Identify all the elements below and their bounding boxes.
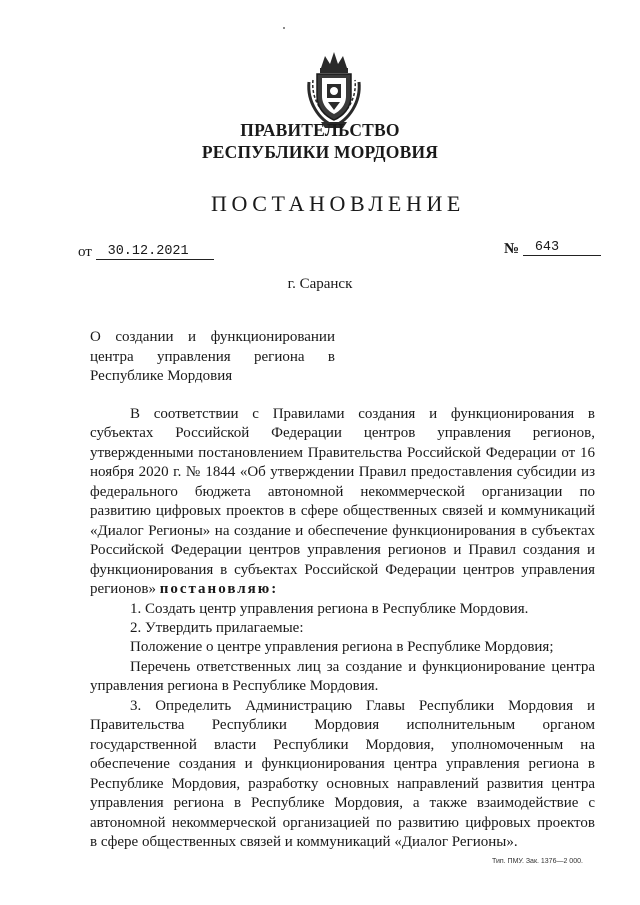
item-3-line: 3. Определить Администрацию Главы Республики Мордовия и: [130, 697, 595, 714]
body-line: федерального бюджета автономной некоммерческой организации по: [90, 483, 595, 500]
scan-speck: [283, 27, 285, 29]
date-prefix: от: [78, 244, 92, 260]
print-note: Тип. ПМУ. Зак. 1376—2 000.: [492, 858, 583, 865]
coat-of-arms-icon: [301, 46, 367, 130]
body-line: Российской Федерации центров управления регионов и Правил создания и: [90, 542, 595, 559]
document-body: [90, 405, 595, 852]
item-2-list-line1: Перечень ответственных лиц за создание и функционирование центра: [130, 658, 595, 675]
item-3-line: обеспечение создания и функционирования центра управления региона в: [90, 756, 595, 773]
subject-line: центра управления региона в: [90, 348, 335, 365]
document-number: 643: [523, 240, 601, 256]
item-3-line: Правительства Республики Мордовия исполнительным органом: [90, 717, 595, 734]
decree-line-prefix: регионов»: [90, 581, 156, 598]
number-row: [504, 241, 601, 259]
document-type: ПОСТАНОВЛЕНИЕ: [211, 191, 465, 216]
document-subject: [90, 328, 335, 387]
item-1: 1. Создать центр управления региона в Республике Мордовия.: [130, 600, 529, 617]
city: г. Саранск: [287, 276, 353, 292]
decree-line: [90, 580, 595, 599]
item-3-line: управления региона в Республике Мордовия, а также взаимодействие с: [90, 795, 595, 812]
item-2-regulation: Положение о центре управления региона в Республике Мордовия;: [130, 639, 554, 656]
government-title-line1: ПРАВИТЕЛЬСТВО: [240, 120, 400, 140]
item-3-line: автономной некоммерческой организацией по развитию цифровых проектов: [90, 814, 595, 831]
body-line: В соответствии с Правилами создания и функционирования в: [130, 406, 595, 422]
body-line: развитию цифровых проектов в сфере общественных связей и коммуникаций: [90, 503, 595, 520]
document-date: 30.12.2021: [96, 244, 214, 260]
number-sign: №: [504, 241, 520, 257]
subject-line: О создании и функционировании: [90, 329, 335, 345]
item-3-line: Республике Мордовия, разработку основных направлений развития центра: [90, 775, 595, 792]
item-2: 2. Утвердить прилагаемые:: [130, 619, 304, 636]
item-3-line: государственной власти Республики Мордовия, уполномоченным на: [90, 736, 595, 753]
decree-word: постановляю:: [159, 581, 279, 598]
body-line: функционирования в субъектах Российской Федерации центров управления: [90, 561, 595, 578]
body-line: утвержденными постановлением Правительства Российской Федерации от 16: [90, 444, 595, 461]
government-title-line2: РЕСПУБЛИКИ МОРДОВИЯ: [201, 142, 439, 162]
item-3-line: в сфере общественных связей и коммуникаций «Диалог Регионы».: [90, 833, 518, 850]
item-2-list-line2: управления региона в Республике Мордовия.: [90, 678, 379, 695]
body-line: субъектах Российской Федерации центров управления регионов,: [90, 425, 595, 442]
body-line: «Диалог Регионы» на создание и обеспечение функционирования в субъектах: [90, 522, 595, 539]
date-row: [78, 244, 214, 262]
subject-line: Республике Мордовия: [90, 368, 233, 384]
body-line: ноября 2020 г. № 1844 «Об утверждении Правил предоставления субсидии из: [90, 464, 595, 481]
